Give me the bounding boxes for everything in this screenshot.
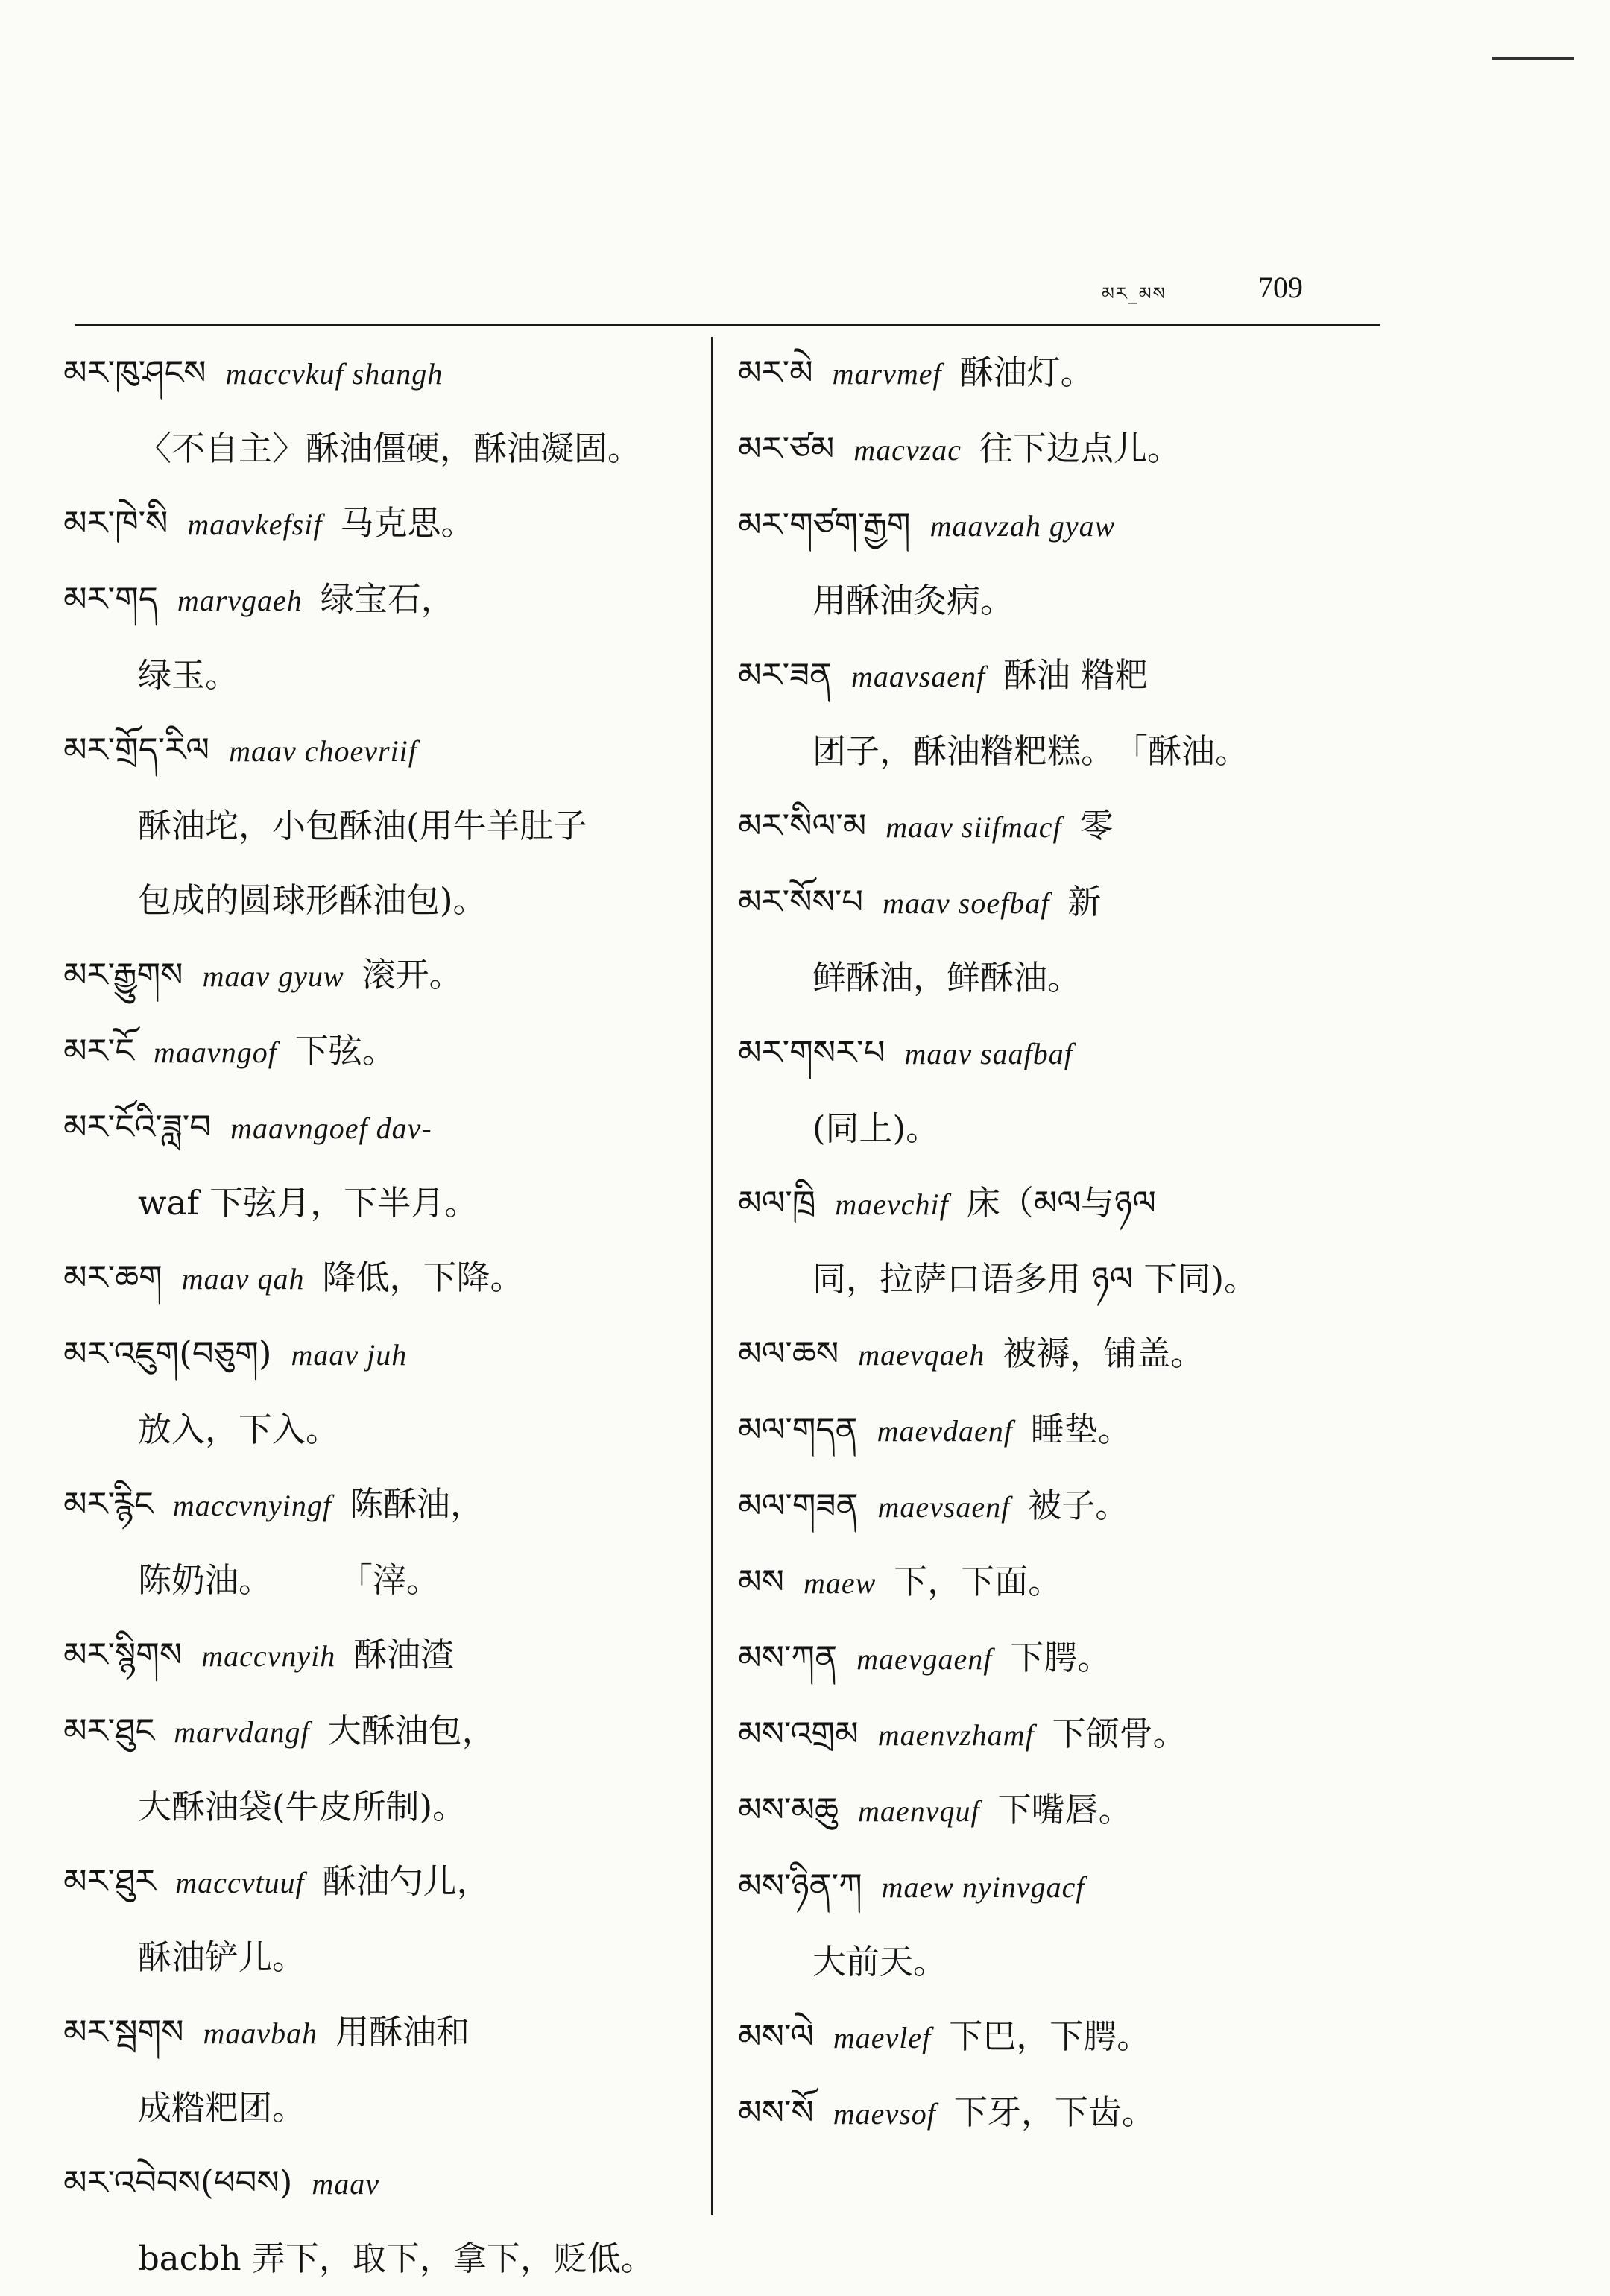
entry-gloss-continuation: 〈不自主〉酥油僵硬，酥油凝固。 bbox=[138, 429, 642, 468]
entry-gloss: 下巴，下腭。 bbox=[949, 2016, 1151, 2056]
entry-headword: མས་ཀན bbox=[738, 1638, 838, 1677]
entry-romanization: maav saafbaf bbox=[904, 1037, 1073, 1070]
dictionary-entry bbox=[63, 562, 704, 638]
entry-gloss: 用酥油和 bbox=[335, 2012, 470, 2051]
entry-gloss: 绿宝石， bbox=[320, 579, 455, 619]
header-rule bbox=[75, 324, 1380, 326]
entry-romanization: maenvquf bbox=[858, 1794, 980, 1828]
entry-gloss-continuation: (同上)。 bbox=[812, 1108, 940, 1148]
entry-headword: མར་ཐུར bbox=[63, 1861, 157, 1901]
entry-romanization: maevsof bbox=[833, 2097, 936, 2131]
entry-romanization: maew nyinvgacf bbox=[881, 1870, 1085, 1904]
right-column bbox=[738, 335, 1379, 2151]
entry-headword: མས་མཆུ bbox=[738, 1790, 839, 1829]
entry-gloss: 滚开。 bbox=[362, 955, 463, 994]
entry-gloss-continuation: 陈奶油。 「滓。 bbox=[138, 1560, 441, 1600]
entry-gloss-continuation: bacbh 弄下，取下，拿下，贬低。 bbox=[138, 2239, 654, 2278]
entry-headword: མར་སྦགས bbox=[63, 2012, 184, 2051]
entry-romanization: maevdaenf bbox=[877, 1414, 1013, 1448]
dictionary-entry bbox=[738, 1545, 1379, 1621]
entry-gloss-continuation: 酥油铲儿。 bbox=[138, 1937, 306, 1977]
entry-romanization: maenvzhamf bbox=[877, 1718, 1035, 1752]
entry-headword: མར་རྒྱུགས bbox=[63, 955, 183, 994]
dictionary-entry bbox=[738, 1849, 1379, 1925]
entry-gloss: 降低，下降。 bbox=[322, 1258, 524, 1297]
entry-headword: མས་འགྲམ bbox=[738, 1714, 859, 1753]
entry-romanization: maavngof bbox=[154, 1035, 277, 1069]
entry-headword: མར་གད bbox=[63, 579, 158, 619]
dictionary-entry bbox=[738, 1621, 1379, 1697]
entry-gloss-continuation: 大前天。 bbox=[812, 1942, 947, 1981]
entry-gloss: 零 bbox=[1079, 806, 1114, 845]
entry-gloss-continuation: 鲜酥油，鲜酥油。 bbox=[812, 958, 1082, 997]
entry-headword: མར་མེ bbox=[738, 353, 813, 392]
entry-gloss: 往下边点儿。 bbox=[979, 429, 1181, 468]
entry-romanization: maevgaenf bbox=[856, 1642, 993, 1676]
entry-headword: མར་ཁུ་ཤངས bbox=[63, 353, 206, 392]
entry-romanization: maavngoef dav- bbox=[230, 1111, 432, 1145]
dictionary-entry bbox=[738, 2075, 1379, 2151]
entry-gloss: 下颌骨。 bbox=[1052, 1714, 1187, 1753]
entry-gloss: 酥油 糌粑 bbox=[1003, 655, 1149, 695]
entry-romanization: maccvnyingf bbox=[172, 1489, 332, 1522]
entry-romanization: maav gyuw bbox=[202, 959, 344, 993]
entry-gloss-continuation: 用酥油灸病。 bbox=[812, 581, 1014, 620]
entry-romanization: maavbah bbox=[203, 2016, 318, 2050]
dictionary-entry bbox=[63, 1014, 704, 1090]
entry-gloss: 新 bbox=[1067, 882, 1102, 921]
entry-gloss-continuation: 大酥油袋(牛皮所制)。 bbox=[138, 1787, 467, 1826]
dictionary-entry bbox=[738, 335, 1379, 411]
entry-romanization: marvgaeh bbox=[177, 584, 303, 617]
entry-gloss: 被子。 bbox=[1028, 1486, 1129, 1525]
entry-gloss: 酥油渣 bbox=[353, 1635, 455, 1674]
entry-gloss-continuation: 同，拉萨口语多用 ཉལ 下同)。 bbox=[812, 1259, 1258, 1299]
entry-gloss: 被褥，铺盖。 bbox=[1003, 1334, 1205, 1373]
entry-headword: མར་སོས་པ bbox=[738, 882, 864, 921]
left-column bbox=[63, 335, 704, 2296]
dictionary-entry bbox=[738, 1015, 1379, 1091]
entry-headword: མར་རྙིང bbox=[63, 1484, 154, 1524]
page-number: 709 bbox=[1258, 271, 1303, 304]
entry-headword: མར་ཆག bbox=[63, 1258, 162, 1297]
entry-romanization: maav qah bbox=[181, 1262, 305, 1296]
entry-gloss: 马克思。 bbox=[340, 503, 475, 543]
dictionary-entry bbox=[63, 1618, 704, 1694]
running-head: མར_མས bbox=[1102, 283, 1167, 304]
entry-romanization: maav juh bbox=[291, 1338, 408, 1372]
entry-headword: མར་ཁེ་སི bbox=[63, 503, 168, 543]
entry-headword: མར་ཟན bbox=[738, 655, 833, 695]
entry-romanization: maccvnyih bbox=[201, 1639, 336, 1673]
entry-headword: མར་གསར་པ bbox=[738, 1032, 886, 1072]
entry-gloss: 大酥油包， bbox=[327, 1711, 496, 1750]
dictionary-entry bbox=[738, 411, 1379, 488]
entry-romanization: maevqaeh bbox=[858, 1338, 985, 1372]
dictionary-entry bbox=[738, 865, 1379, 941]
entry-romanization: maav choevriif bbox=[229, 734, 417, 768]
entry-gloss: 下嘴唇。 bbox=[997, 1790, 1132, 1829]
entry-headword: མལ་གཟན bbox=[738, 1486, 859, 1525]
dictionary-entry bbox=[738, 1697, 1379, 1773]
dictionary-entry bbox=[738, 1316, 1379, 1393]
dictionary-entry bbox=[63, 1316, 704, 1393]
entry-gloss: 酥油灯。 bbox=[959, 353, 1094, 392]
entry-romanization: maccvkuf shangh bbox=[225, 357, 443, 391]
column-divider bbox=[711, 337, 713, 2215]
entry-romanization: macvzac bbox=[853, 433, 962, 467]
entry-romanization: marvdangf bbox=[174, 1715, 310, 1749]
entry-romanization: maccvtuuf bbox=[175, 1866, 305, 1899]
dictionary-entry bbox=[738, 1393, 1379, 1469]
entry-gloss: 下牙，下齿。 bbox=[953, 2092, 1155, 2132]
dictionary-entry bbox=[63, 1995, 704, 2071]
dictionary-entry bbox=[63, 1090, 704, 1166]
entry-romanization: maew bbox=[803, 1566, 877, 1600]
dictionary-entry bbox=[738, 638, 1379, 714]
entry-headword: མར་ངོ bbox=[63, 1031, 135, 1070]
entry-headword: མས་སོ bbox=[738, 2092, 814, 2132]
entry-gloss-continuation: 成糌粑团。 bbox=[138, 2088, 306, 2128]
entry-headword: མར་འབེབས(ཕབས) bbox=[63, 2163, 293, 2202]
dictionary-entry bbox=[738, 488, 1379, 564]
entry-romanization: maevchif bbox=[835, 1188, 949, 1221]
entry-gloss: 床（མལ与ཉལ bbox=[966, 1183, 1156, 1223]
entry-gloss: 下弦。 bbox=[294, 1031, 396, 1070]
entry-romanization: marvmef bbox=[832, 357, 942, 391]
entry-romanization: maav soefbaf bbox=[883, 886, 1050, 920]
entry-gloss: 陈酥油， bbox=[349, 1484, 484, 1524]
dictionary-entry bbox=[738, 1999, 1379, 2075]
dictionary-entry bbox=[63, 486, 704, 562]
dictionary-entry bbox=[63, 1467, 704, 1543]
entry-gloss-continuation: 放入，下入。 bbox=[138, 1410, 340, 1449]
entry-headword: མར་གྲོད་རིལ bbox=[63, 730, 210, 769]
dictionary-entry bbox=[738, 1469, 1379, 1545]
entry-gloss: 下，下面。 bbox=[894, 1562, 1062, 1601]
entry-gloss-continuation: 绿玉。 bbox=[138, 655, 239, 695]
entry-headword: མར་གཙག་རྒྱག bbox=[738, 505, 911, 544]
entry-romanization: maav bbox=[312, 2167, 379, 2201]
entry-gloss: 酥油勺儿， bbox=[322, 1861, 490, 1901]
entry-headword: མས་ལེ bbox=[738, 2016, 814, 2056]
entry-headword: མར་ཙམ bbox=[738, 429, 835, 468]
dictionary-entry bbox=[738, 1166, 1379, 1242]
entry-headword: མལ་ཆས bbox=[738, 1334, 839, 1373]
dictionary-entry bbox=[63, 1844, 704, 1920]
entry-gloss-continuation: 团子，酥油糌粑糕。 「酥油。 bbox=[812, 731, 1249, 771]
entry-romanization: maevlef bbox=[833, 2021, 932, 2054]
dictionary-entry bbox=[63, 1240, 704, 1316]
entry-headword: མར་ངོའི་ཟླ་བ bbox=[63, 1107, 212, 1147]
entry-headword: མར་སྙིགས bbox=[63, 1635, 183, 1674]
entry-headword: མར་འཇུག(བཅུག) bbox=[63, 1334, 272, 1373]
entry-romanization: maevsaenf bbox=[877, 1490, 1011, 1524]
dictionary-entry bbox=[738, 1773, 1379, 1849]
dictionary-entry bbox=[63, 713, 704, 789]
entry-headword: མས་ཉིན་ཀ bbox=[738, 1866, 862, 1905]
entry-headword: མར་ཐུང bbox=[63, 1711, 155, 1750]
dictionary-entry bbox=[63, 1694, 704, 1770]
entry-gloss: 睡垫。 bbox=[1030, 1410, 1131, 1449]
entry-romanization: maavsaenf bbox=[851, 660, 986, 693]
dictionary-entry bbox=[63, 2145, 704, 2221]
corner-mark bbox=[1492, 57, 1574, 60]
dictionary-entry bbox=[63, 938, 704, 1014]
entry-romanization: maavkefsif bbox=[187, 508, 323, 541]
entry-romanization: maav siifmacf bbox=[886, 810, 1062, 844]
dictionary-entry bbox=[63, 335, 704, 411]
entry-gloss: 下腭。 bbox=[1010, 1638, 1111, 1677]
entry-gloss-continuation: 酥油坨，小包酥油(用牛羊肚子 bbox=[138, 806, 587, 845]
entry-romanization: maavzah gyaw bbox=[929, 509, 1116, 543]
entry-headword: མར་སིལ་མ bbox=[738, 806, 867, 845]
entry-headword: མས bbox=[738, 1562, 784, 1601]
entry-gloss-continuation: waf 下弦月，下半月。 bbox=[138, 1183, 479, 1223]
dictionary-entry bbox=[738, 789, 1379, 865]
entry-gloss-continuation: 包成的圆球形酥油包)。 bbox=[138, 880, 487, 920]
entry-headword: མལ་ཁྲི bbox=[738, 1183, 816, 1223]
entry-headword: མལ་གདན bbox=[738, 1410, 858, 1449]
